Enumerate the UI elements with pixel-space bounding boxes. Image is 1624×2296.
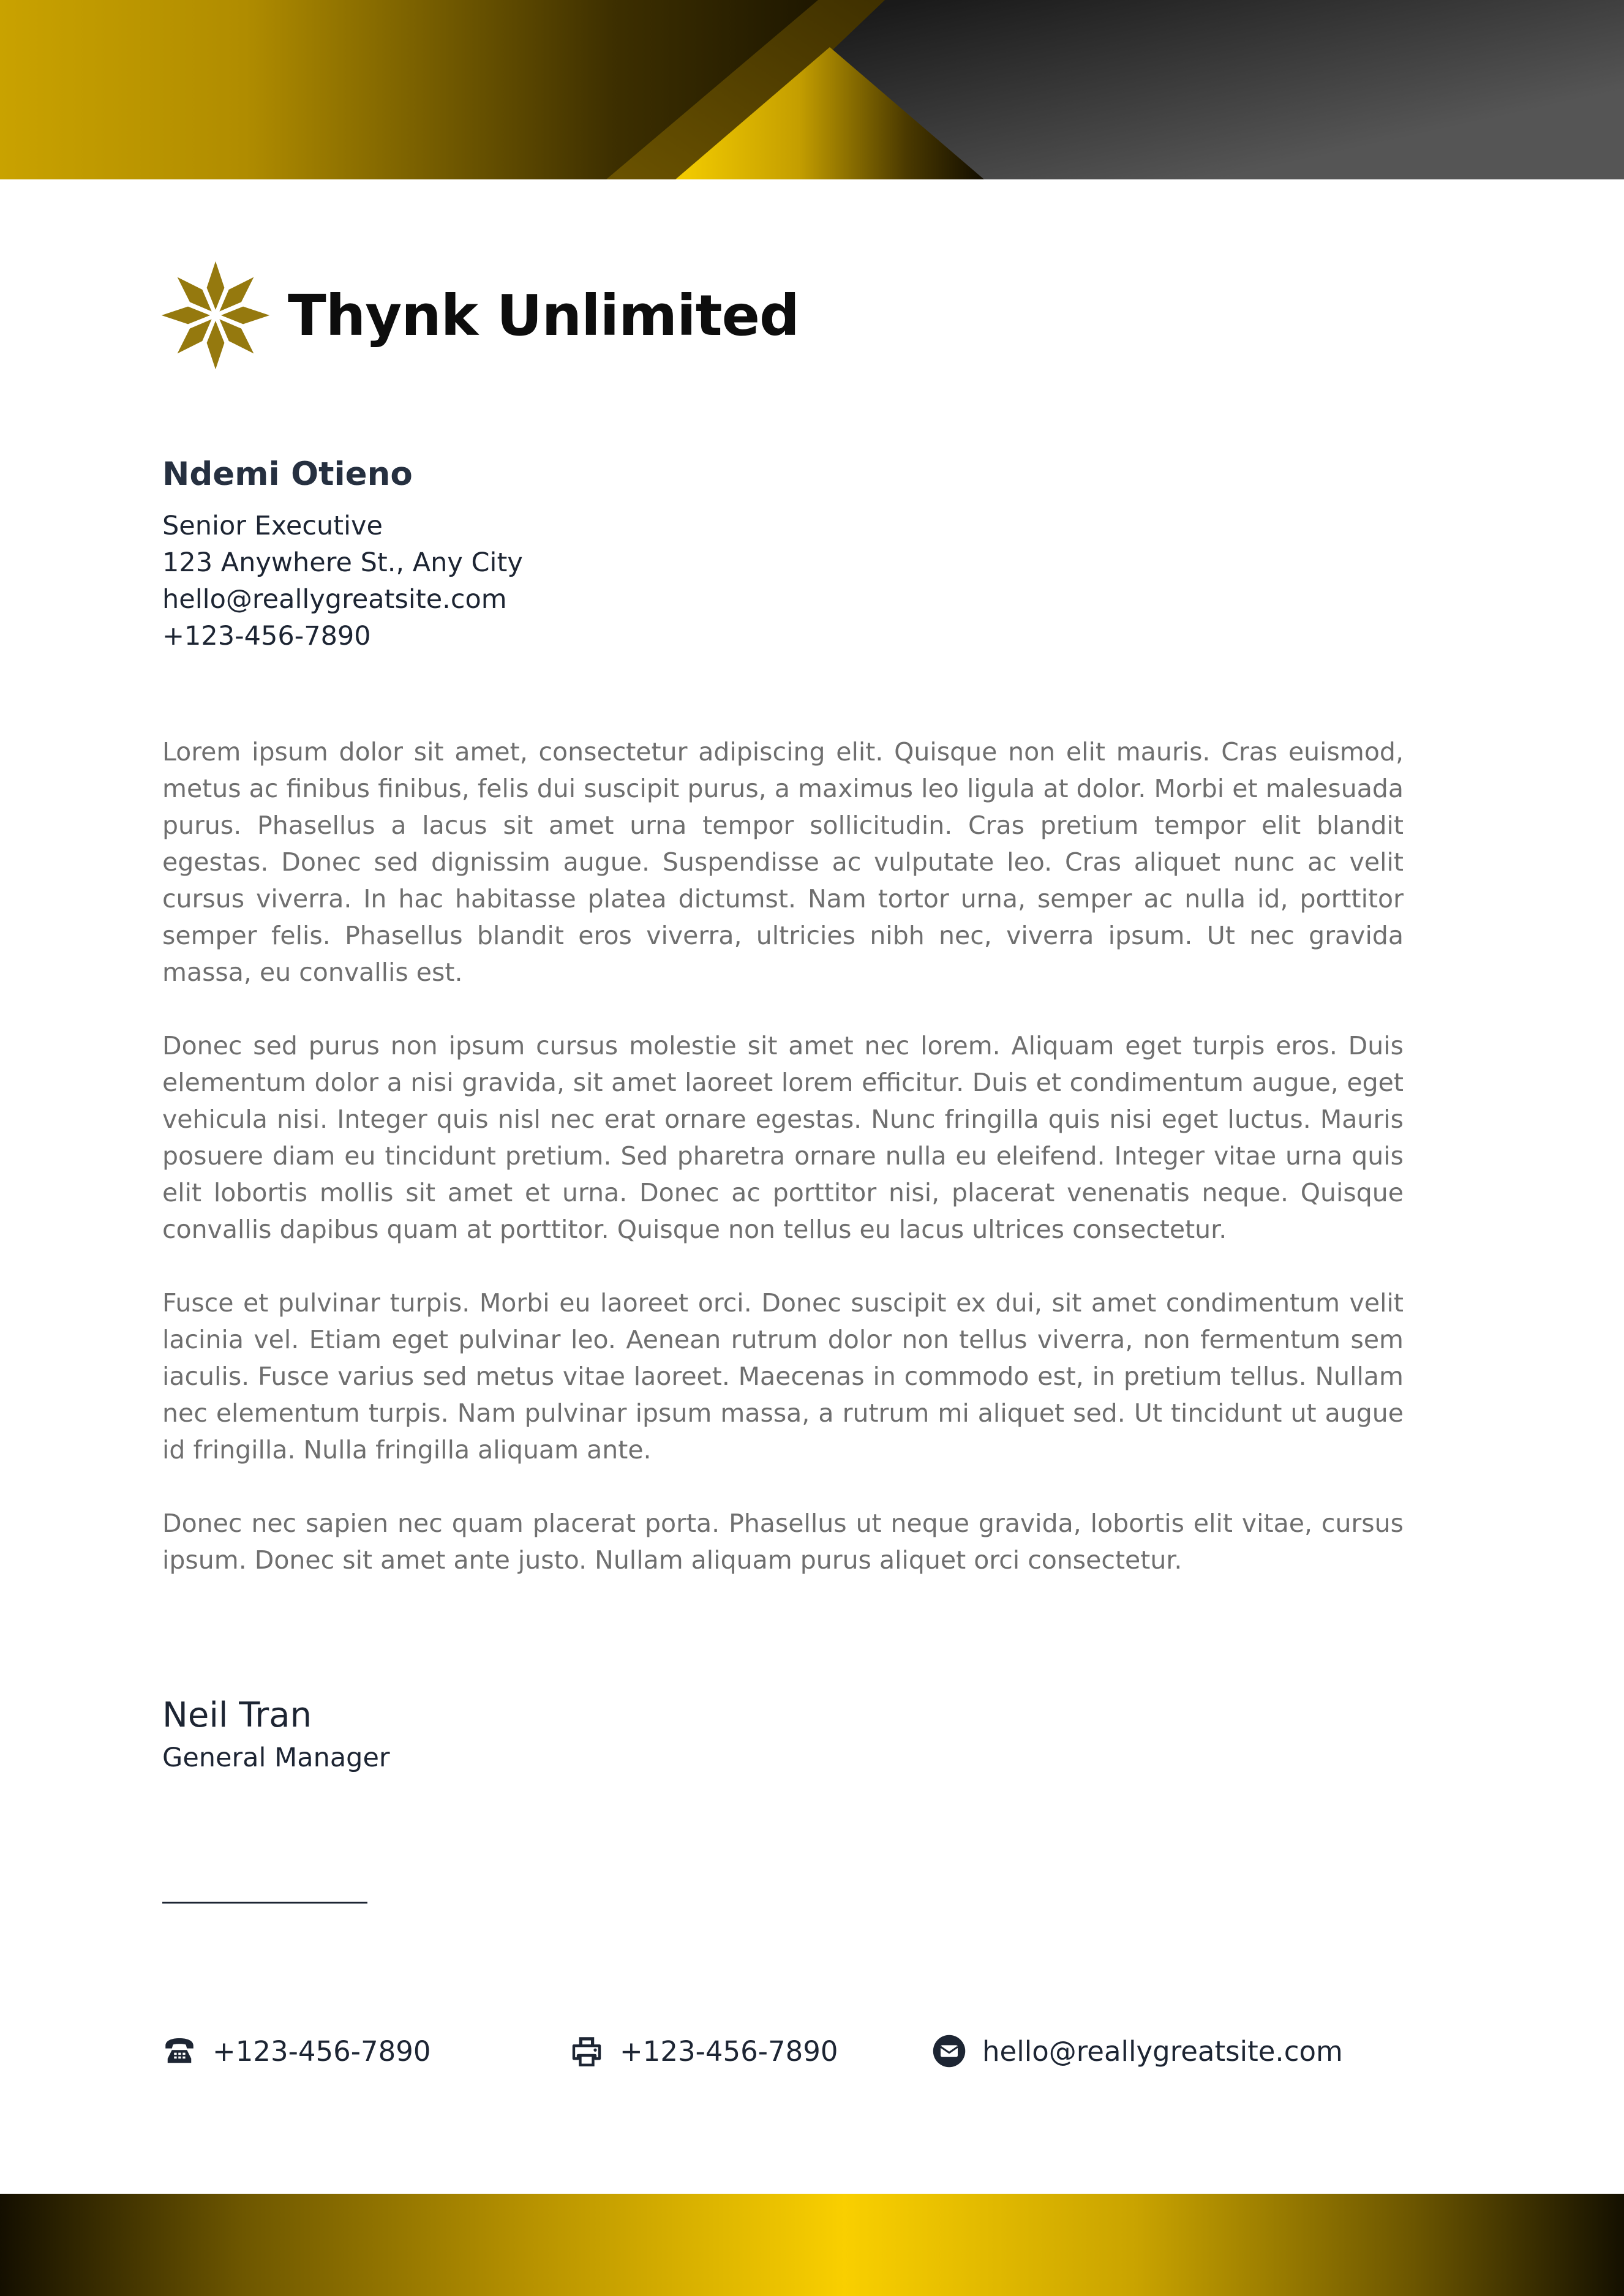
signature-line bbox=[162, 1902, 367, 1904]
telephone-icon bbox=[162, 2034, 197, 2068]
letter-body bbox=[162, 733, 1404, 1578]
sender-name: Neil Tran bbox=[162, 1695, 312, 1735]
envelope-circle-icon bbox=[932, 2034, 966, 2068]
body-paragraph: Lorem ipsum dolor sit amet, consectetur adipiscing elit. Quisque non elit mauris. Cras euismod, metus ac finibus finibus, felis dui suscipit purus, a maximus leo ligula at dolor. Morbi et malesuada purus. Phasellus a lacus sit amet urna tempor sollicitudin. Cras pretium tempor elit blandit egestas. Donec sed dignissim augue. Suspendisse ac vulputate leo. Cras aliquet nunc ac velit cursus viverra. In hac habitasse platea dictumst. Nam tortor urna, semper ac nulla id, porttitor semper felis. Phasellus blandit eros viverra, ultricies nibh nec, viverra ipsum. Ut nec gravida massa, eu convallis est. bbox=[162, 737, 1404, 987]
recipient-block bbox=[162, 450, 1020, 655]
recipient-title: Senior Executive bbox=[162, 511, 383, 541]
sender-block bbox=[162, 1692, 390, 1776]
sender-title: General Manager bbox=[162, 1743, 390, 1773]
recipient-phone: +123-456-7890 bbox=[162, 621, 371, 651]
recipient-name: Ndemi Otieno bbox=[162, 456, 413, 493]
footer-fax-text: +123-456-7890 bbox=[620, 2035, 838, 2068]
footer-email bbox=[932, 2027, 1343, 2076]
header-banner bbox=[0, 0, 1624, 179]
footer-email-text: hello@reallygreatsite.com bbox=[982, 2035, 1343, 2068]
brand-name: Thynk Unlimited bbox=[288, 282, 799, 348]
recipient-email: hello@reallygreatsite.com bbox=[162, 584, 507, 615]
body-paragraph: Donec sed purus non ipsum cursus molestie sit amet nec lorem. Aliquam eget turpis eros. Duis elementum dolor a nisi gravida, sit amet laoreet lorem efficitur. Duis et condimentum augue, eget vehicula nisi. Integer quis nisl nec erat ornare egestas. Nunc fringilla quis nisi eget luctus. Mauris posuere diam eu tincidunt pretium. Sed pharetra ornare nulla eu eleifend. Integer vitae urna quis elit lobortis mollis sit amet et urna. Donec ac porttitor nisi, placerat venenatis neque. Quisque convallis dapibus quam at porttitor. Quisque non tellus eu lacus ultrices consectetur. bbox=[162, 1031, 1404, 1244]
footer-banner bbox=[0, 2194, 1624, 2296]
star-flower-logo-icon bbox=[160, 260, 271, 370]
footer-phone-text: +123-456-7890 bbox=[212, 2035, 431, 2068]
footer-fax bbox=[570, 2027, 838, 2076]
fax-printer-icon bbox=[570, 2034, 604, 2068]
recipient-address: 123 Anywhere St., Any City bbox=[162, 547, 523, 578]
footer-phone bbox=[162, 2027, 430, 2076]
body-paragraph: Donec nec sapien nec quam placerat porta. Phasellus ut neque gravida, lobortis elit vitae, cursus ipsum. Donec sit amet ante justo. Nullam aliquam purus aliquet orci consectetur. bbox=[162, 1509, 1404, 1575]
body-paragraph: Fusce et pulvinar turpis. Morbi eu laoreet orci. Donec suscipit ex dui, sit amet condimentum velit lacinia vel. Etiam eget pulvinar leo. Aenean rutrum dolor non tellus viverra, non fermentum sem iaculis. Fusce varius sed metus vitae laoreet. Maecenas in commodo est, in pretium tellus. Nullam nec elementum turpis. Nam pulvinar ipsum massa, a rutrum mi aliquet sed. Ut tincidunt ut augue id fringilla. Nulla fringilla aliquam ante. bbox=[162, 1288, 1404, 1465]
company-logo bbox=[160, 260, 799, 370]
